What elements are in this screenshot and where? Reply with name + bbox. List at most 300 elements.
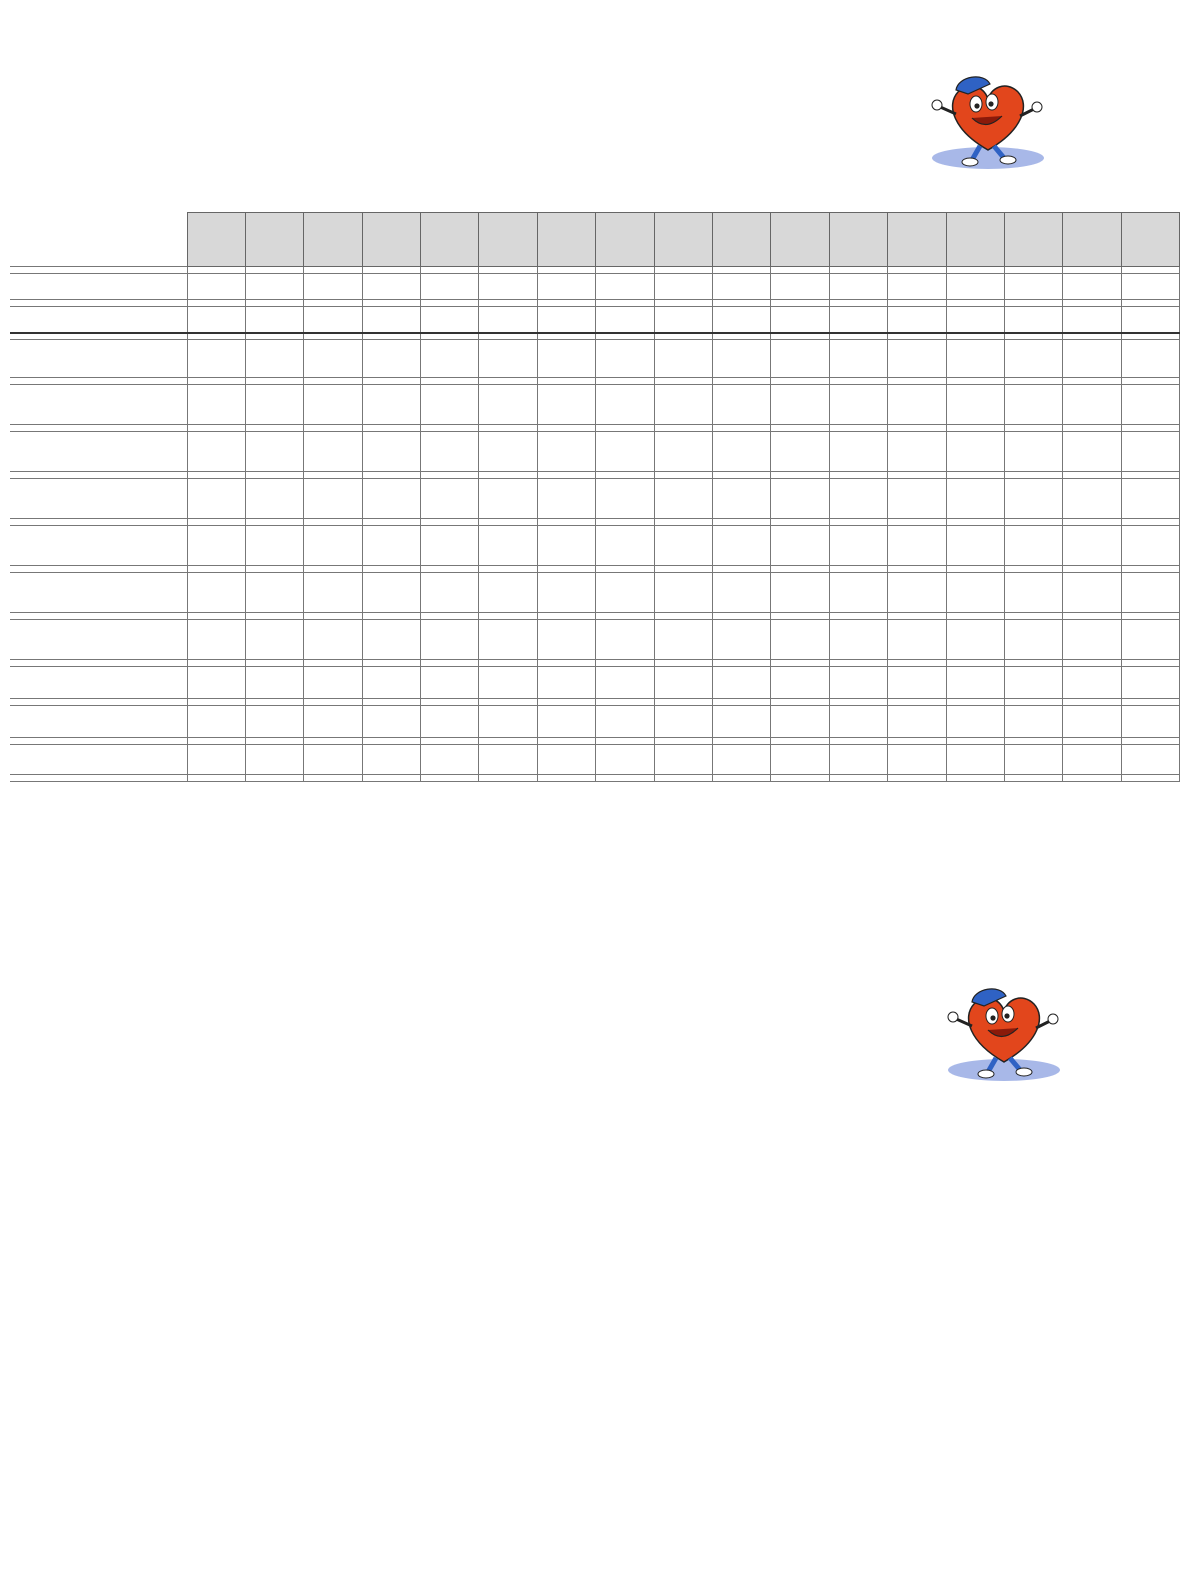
table-cell <box>421 479 479 519</box>
spacer-cell <box>479 519 537 526</box>
column-header <box>713 213 771 267</box>
table-cell <box>421 526 479 566</box>
table-cell <box>888 432 946 472</box>
spacer-cell <box>187 519 245 526</box>
table-cell <box>479 307 537 333</box>
table-cell <box>596 667 654 699</box>
table-cell <box>829 432 887 472</box>
table-row <box>10 340 1180 378</box>
spacer-cell <box>771 425 829 432</box>
spacer-cell <box>1004 775 1062 782</box>
spacer-cell <box>713 660 771 667</box>
spacer-cell <box>888 775 946 782</box>
table-row <box>10 745 1180 775</box>
table-cell <box>888 526 946 566</box>
spacer-cell <box>537 425 595 432</box>
spacer-cell <box>10 738 187 745</box>
spacer-cell <box>596 267 654 274</box>
spacer-cell <box>304 660 362 667</box>
table-cell <box>713 432 771 472</box>
spacer-cell <box>304 519 362 526</box>
table-cell <box>245 706 303 738</box>
spacer-cell <box>1004 333 1062 340</box>
spacer-cell <box>713 300 771 307</box>
spacer-cell <box>537 566 595 573</box>
spacer-cell <box>479 660 537 667</box>
spacer-cell <box>479 333 537 340</box>
table-cell <box>888 573 946 613</box>
spacer-cell <box>421 267 479 274</box>
spacer-cell <box>596 613 654 620</box>
spacer-cell <box>362 699 420 706</box>
spacer-cell <box>10 267 187 274</box>
spacer-cell <box>479 775 537 782</box>
row-label <box>10 745 187 775</box>
table-cell <box>245 573 303 613</box>
spacer-cell <box>187 378 245 385</box>
table-cell <box>537 573 595 613</box>
spacer-cell <box>1121 472 1179 479</box>
spacer-cell <box>829 333 887 340</box>
table-cell <box>479 385 537 425</box>
table-cell <box>479 340 537 378</box>
table-row <box>10 706 1180 738</box>
table-cell <box>771 274 829 300</box>
table-cell <box>187 340 245 378</box>
header-blank-cell <box>10 213 187 267</box>
table-cell <box>421 307 479 333</box>
table-row <box>10 526 1180 566</box>
table-cell <box>479 745 537 775</box>
table-cell <box>829 667 887 699</box>
spacer-cell <box>479 472 537 479</box>
table-cell <box>1121 385 1179 425</box>
spacer-cell <box>187 472 245 479</box>
table-cell <box>1004 620 1062 660</box>
spacer-cell <box>304 699 362 706</box>
table-cell <box>888 620 946 660</box>
spacer-cell <box>1063 300 1121 307</box>
spacer-row <box>10 660 1180 667</box>
table-cell <box>888 307 946 333</box>
table-cell <box>479 620 537 660</box>
spacer-cell <box>479 699 537 706</box>
spacer-cell <box>596 378 654 385</box>
table-cell <box>654 526 712 566</box>
spacer-cell <box>946 300 1004 307</box>
spacer-cell <box>946 775 1004 782</box>
table-cell <box>946 573 1004 613</box>
table-cell <box>187 620 245 660</box>
table-cell <box>946 706 1004 738</box>
spacer-cell <box>713 425 771 432</box>
table-cell <box>654 667 712 699</box>
table-cell <box>1004 573 1062 613</box>
row-label <box>10 307 187 333</box>
spacer-cell <box>479 566 537 573</box>
table-cell <box>362 307 420 333</box>
spacer-cell <box>10 699 187 706</box>
table-cell <box>829 479 887 519</box>
table-cell <box>596 479 654 519</box>
spacer-cell <box>829 775 887 782</box>
table-cell <box>1063 385 1121 425</box>
table-cell <box>537 307 595 333</box>
spacer-cell <box>596 300 654 307</box>
table-cell <box>245 620 303 660</box>
spacer-cell <box>596 472 654 479</box>
spacer-cell <box>537 660 595 667</box>
spacer-cell <box>829 378 887 385</box>
table-cell <box>713 620 771 660</box>
spacer-cell <box>596 425 654 432</box>
spacer-cell <box>1121 738 1179 745</box>
spacer-cell <box>421 738 479 745</box>
row-label <box>10 274 187 300</box>
spacer-cell <box>537 300 595 307</box>
spacer-cell <box>362 472 420 479</box>
table-cell <box>1004 706 1062 738</box>
spacer-cell <box>771 566 829 573</box>
table-cell <box>596 340 654 378</box>
spacer-cell <box>1004 738 1062 745</box>
table-cell <box>187 479 245 519</box>
table-cell <box>829 620 887 660</box>
spacer-cell <box>713 519 771 526</box>
table-cell <box>304 667 362 699</box>
table-cell <box>946 385 1004 425</box>
column-header <box>596 213 654 267</box>
spacer-cell <box>829 660 887 667</box>
spacer-cell <box>1063 267 1121 274</box>
spacer-cell <box>304 300 362 307</box>
spacer-cell <box>362 775 420 782</box>
table-cell <box>245 307 303 333</box>
table-cell <box>362 573 420 613</box>
table-row <box>10 432 1180 472</box>
table-cell <box>304 340 362 378</box>
table-cell <box>537 479 595 519</box>
spacer-cell <box>479 378 537 385</box>
table-cell <box>187 385 245 425</box>
spacer-cell <box>1063 566 1121 573</box>
table-cell <box>245 432 303 472</box>
table-cell <box>1063 526 1121 566</box>
table-cell <box>654 340 712 378</box>
table-cell <box>1121 340 1179 378</box>
spacer-cell <box>946 738 1004 745</box>
table-cell <box>946 340 1004 378</box>
spacer-cell <box>654 300 712 307</box>
spacer-cell <box>362 519 420 526</box>
spacer-cell <box>245 660 303 667</box>
table-cell <box>537 706 595 738</box>
table-cell <box>946 307 1004 333</box>
table-cell <box>1121 667 1179 699</box>
spacer-cell <box>304 738 362 745</box>
table-cell <box>596 307 654 333</box>
table-cell <box>1004 385 1062 425</box>
spacer-cell <box>888 613 946 620</box>
table-cell <box>654 307 712 333</box>
spacer-cell <box>654 660 712 667</box>
table-cell <box>1063 667 1121 699</box>
table-cell <box>1121 479 1179 519</box>
spacer-cell <box>1063 378 1121 385</box>
row-label <box>10 432 187 472</box>
table-cell <box>187 526 245 566</box>
spacer-row <box>10 613 1180 620</box>
spacer-row <box>10 472 1180 479</box>
table-cell <box>421 274 479 300</box>
spacer-cell <box>888 267 946 274</box>
spacer-row <box>10 267 1180 274</box>
table-cell <box>946 745 1004 775</box>
spacer-cell <box>362 425 420 432</box>
table-cell <box>1004 432 1062 472</box>
table-cell <box>421 706 479 738</box>
table-cell <box>654 432 712 472</box>
table-cell <box>596 706 654 738</box>
spacer-cell <box>946 472 1004 479</box>
spacer-cell <box>362 333 420 340</box>
table-cell <box>421 745 479 775</box>
table-cell <box>713 667 771 699</box>
table-cell <box>304 432 362 472</box>
spacer-cell <box>1121 333 1179 340</box>
spacer-cell <box>537 699 595 706</box>
spacer-cell <box>362 300 420 307</box>
column-header <box>1063 213 1121 267</box>
table-cell <box>245 385 303 425</box>
spacer-cell <box>187 738 245 745</box>
spacer-cell <box>304 378 362 385</box>
spacer-cell <box>713 775 771 782</box>
table-cell <box>245 340 303 378</box>
table-cell <box>713 340 771 378</box>
spacer-cell <box>1063 472 1121 479</box>
spacer-row <box>10 378 1180 385</box>
heart-mascot-logo <box>944 982 1064 1084</box>
spacer-cell <box>537 519 595 526</box>
spacer-cell <box>771 378 829 385</box>
spacer-cell <box>1121 660 1179 667</box>
spacer-cell <box>713 699 771 706</box>
spacer-cell <box>888 333 946 340</box>
spacer-cell <box>829 613 887 620</box>
table-cell <box>771 385 829 425</box>
table-cell <box>421 667 479 699</box>
table-cell <box>771 307 829 333</box>
spacer-cell <box>829 566 887 573</box>
column-header <box>1004 213 1062 267</box>
spacer-cell <box>10 333 187 340</box>
spacer-cell <box>1004 566 1062 573</box>
table-cell <box>713 385 771 425</box>
table-cell <box>946 432 1004 472</box>
spacer-cell <box>362 738 420 745</box>
table-cell <box>771 526 829 566</box>
table-cell <box>537 667 595 699</box>
table-cell <box>362 706 420 738</box>
spacer-cell <box>10 613 187 620</box>
spacer-cell <box>245 566 303 573</box>
table-cell <box>946 274 1004 300</box>
table-cell <box>1004 340 1062 378</box>
spacer-cell <box>1063 660 1121 667</box>
spacer-cell <box>245 699 303 706</box>
table-cell <box>654 274 712 300</box>
row-label <box>10 620 187 660</box>
table-row <box>10 307 1180 333</box>
spacer-cell <box>245 267 303 274</box>
table-cell <box>771 745 829 775</box>
spacer-cell <box>1004 613 1062 620</box>
spacer-cell <box>771 300 829 307</box>
table-cell <box>479 706 537 738</box>
table-cell <box>304 385 362 425</box>
spacer-cell <box>596 699 654 706</box>
spacer-cell <box>946 699 1004 706</box>
table-cell <box>713 526 771 566</box>
spacer-cell <box>187 425 245 432</box>
spacer-row <box>10 333 1180 340</box>
spacer-cell <box>187 333 245 340</box>
spacer-cell <box>1004 378 1062 385</box>
spacer-cell <box>771 519 829 526</box>
table-cell <box>946 667 1004 699</box>
table-cell <box>362 432 420 472</box>
heart-mascot-logo <box>928 70 1048 172</box>
column-header <box>537 213 595 267</box>
table-cell <box>245 526 303 566</box>
table-cell <box>829 274 887 300</box>
table-cell <box>829 307 887 333</box>
spacer-row <box>10 300 1180 307</box>
table-cell <box>362 274 420 300</box>
spacer-cell <box>1063 738 1121 745</box>
table-row <box>10 274 1180 300</box>
spacer-cell <box>829 267 887 274</box>
table-cell <box>771 432 829 472</box>
table-cell <box>1121 620 1179 660</box>
spacer-cell <box>1121 378 1179 385</box>
spacer-cell <box>245 300 303 307</box>
table-cell <box>479 667 537 699</box>
spacer-cell <box>1004 267 1062 274</box>
top-summary-table <box>10 212 1180 782</box>
table-cell <box>654 479 712 519</box>
spacer-cell <box>479 300 537 307</box>
spacer-cell <box>421 425 479 432</box>
spacer-cell <box>245 425 303 432</box>
spacer-cell <box>1004 425 1062 432</box>
row-label <box>10 385 187 425</box>
spacer-cell <box>421 333 479 340</box>
spacer-cell <box>1121 519 1179 526</box>
spacer-cell <box>946 378 1004 385</box>
spacer-row <box>10 519 1180 526</box>
spacer-cell <box>1063 775 1121 782</box>
spacer-cell <box>888 699 946 706</box>
spacer-cell <box>829 519 887 526</box>
spacer-cell <box>654 613 712 620</box>
table-cell <box>187 274 245 300</box>
table-cell <box>362 620 420 660</box>
table-cell <box>1063 479 1121 519</box>
table-cell <box>304 274 362 300</box>
spacer-cell <box>1063 333 1121 340</box>
table-cell <box>829 745 887 775</box>
table-cell <box>1063 307 1121 333</box>
table-cell <box>596 385 654 425</box>
spacer-cell <box>1121 566 1179 573</box>
spacer-cell <box>654 267 712 274</box>
spacer-cell <box>362 660 420 667</box>
table-cell <box>596 274 654 300</box>
spacer-cell <box>421 699 479 706</box>
table-cell <box>1121 432 1179 472</box>
spacer-cell <box>654 699 712 706</box>
column-header <box>479 213 537 267</box>
spacer-cell <box>1063 613 1121 620</box>
table-cell <box>304 526 362 566</box>
table-cell <box>596 573 654 613</box>
column-header <box>245 213 303 267</box>
spacer-cell <box>654 472 712 479</box>
table-cell <box>537 385 595 425</box>
spacer-cell <box>362 267 420 274</box>
spacer-cell <box>304 333 362 340</box>
spacer-cell <box>245 738 303 745</box>
spacer-cell <box>537 267 595 274</box>
column-header <box>1121 213 1179 267</box>
table-cell <box>362 479 420 519</box>
table-cell <box>362 667 420 699</box>
spacer-cell <box>245 472 303 479</box>
spacer-cell <box>10 775 187 782</box>
spacer-cell <box>304 267 362 274</box>
table-cell <box>1004 307 1062 333</box>
spacer-row <box>10 738 1180 745</box>
column-header <box>304 213 362 267</box>
spacer-cell <box>888 472 946 479</box>
spacer-cell <box>1121 775 1179 782</box>
table-cell <box>596 745 654 775</box>
table-cell <box>479 274 537 300</box>
spacer-cell <box>713 267 771 274</box>
spacer-cell <box>479 613 537 620</box>
spacer-cell <box>829 738 887 745</box>
table-cell <box>187 432 245 472</box>
table-cell <box>537 274 595 300</box>
spacer-cell <box>888 300 946 307</box>
spacer-cell <box>1121 267 1179 274</box>
table-cell <box>479 432 537 472</box>
spacer-cell <box>187 775 245 782</box>
spacer-cell <box>771 613 829 620</box>
row-label <box>10 526 187 566</box>
table-cell <box>1063 573 1121 613</box>
table-cell <box>479 573 537 613</box>
table-cell <box>187 745 245 775</box>
table-cell <box>596 526 654 566</box>
spacer-cell <box>537 775 595 782</box>
table-cell <box>654 573 712 613</box>
table-cell <box>1121 526 1179 566</box>
spacer-cell <box>187 566 245 573</box>
spacer-cell <box>888 378 946 385</box>
